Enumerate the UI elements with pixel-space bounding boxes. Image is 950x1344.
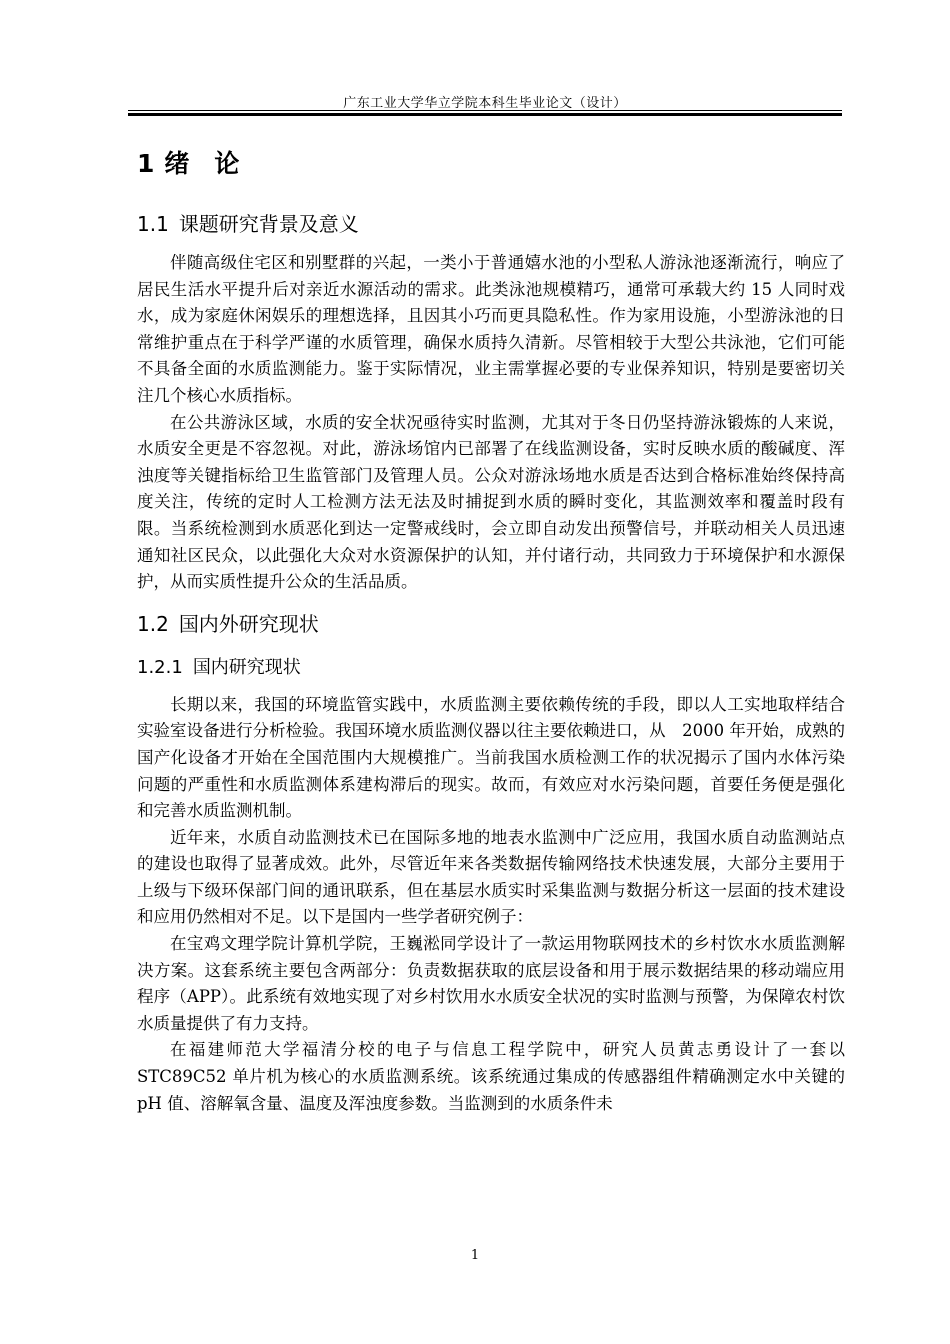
paragraph: 在宝鸡文理学院计算机学院，王巍淞同学设计了一款运用物联网技术的乡村饮水水质监测解决方案。这套系统主要包含两部分：负责数据获取的底层设备和用于展示数据结果的移动端应用程序（APP）。此系统有效地实现了对乡村饮用水水质安全状况的实时监测与预警，为保障农村饮水质量提供了有力支持。 — [137, 934, 845, 1033]
page-content — [137, 142, 845, 1117]
section-title: 课题研究背景及意义 — [178, 212, 359, 236]
paragraph: 伴随高级住宅区和别墅群的兴起，一类小于普通嬉水池的小型私人游泳池逐渐流行，响应了居民生活水平提升后对亲近水源活动的需求。此类泳池规模精巧，通常可承载大约 15 人同时戏水，成为家庭休闲娱乐的理想选择，且因其小巧而更具隐私性。作为家用设施，小型游泳池的日常维护重点在于科学严谨的水质管理，确保水质持久清新。尽管相较于大型公共泳池，它们可能不具备全面的水质监测能力。鉴于实际情况，业主需掌握必要的专业保养知识，特别是要密切关注几个核心水质指标。 — [137, 253, 845, 405]
chapter-heading — [137, 142, 845, 186]
paragraph: 在公共游泳区域，水质的安全状况亟待实时监测，尤其对于冬日仍坚持游泳锻炼的人来说，水质安全更是不容忽视。对此，游泳场馆内已部署了在线监测设备，实时反映水质的酸碱度、浑浊度等关键指标给卫生监管部门及管理人员。公众对游泳场地水质是否达到合格标准始终保持高度关注，传统的定时人工检测方法无法及时捕捉到水质的瞬时变化，其监测效率和覆盖时段有限。当系统检测到水质恶化到达一定警戒线时，会立即自动发出预警信号，并联动相关人员迅速通知社区民众，以此强化大众对水资源保护的认知，并付诸行动，共同致力于环境保护和水源保护，从而实质性提升公众的生活品质。 — [137, 412, 845, 592]
chapter-title: 绪 论 — [164, 149, 240, 178]
section-heading-1-1 — [137, 206, 845, 242]
paragraph: 近年来，水质自动监测技术已在国际多地的地表水监测中广泛应用，我国水质自动监测站点的建设也取得了显著成效。此外，尽管近年来各类数据传输网络技术快速发展，大部分主要用于上级与下级环保部门间的通讯联系，但在基层水质实时采集监测与数据分析这一层面的技术建设和应用仍然相对不足。以下是国内一些学者研究例子： — [137, 827, 845, 927]
subsection-number: 1.2.1 — [137, 656, 183, 678]
section-title: 国内外研究现状 — [178, 611, 319, 636]
paragraph: 长期以来，我国的环境监管实践中，水质监测主要依赖传统的手段，即以人工实地取样结合实验室设备进行分析检验。我国环境水质监测仪器以往主要依赖进口，从 2000 年开始，成熟的国产化设备才开始在全国范围内大规模推广。当前我国水质检测工作的状况揭示了国内水体污染问题的严重性和水质监测体系建构滞后的现实。故而，有效应对水污染问题，首要任务便是强化和完善水质监测机制。 — [137, 694, 845, 821]
header-rule-thick — [128, 113, 842, 116]
page-number: 1 — [470, 1248, 480, 1263]
running-header: 广东工业大学华立学院本科生毕业论文（设计） — [343, 96, 627, 111]
subsection-heading-1-2-1 — [137, 650, 845, 686]
section-heading-1-2 — [137, 606, 845, 642]
subsection-title: 国内研究现状 — [192, 656, 301, 678]
paragraph: 在福建师范大学福清分校的电子与信息工程学院中，研究人员黄志勇设计了一套以 STC89C52 单片机为核心的水质监测系统。该系统通过集成的传感器组件精确测定水中关键的 pH 值、溶解氧含量、温度及浑浊度参数。当监测到的水质条件未 — [137, 1040, 845, 1113]
section-number: 1.1 — [137, 212, 169, 236]
header-rule-thin — [128, 110, 842, 111]
chapter-number: 1 — [137, 149, 155, 178]
section-number: 1.2 — [137, 611, 169, 636]
